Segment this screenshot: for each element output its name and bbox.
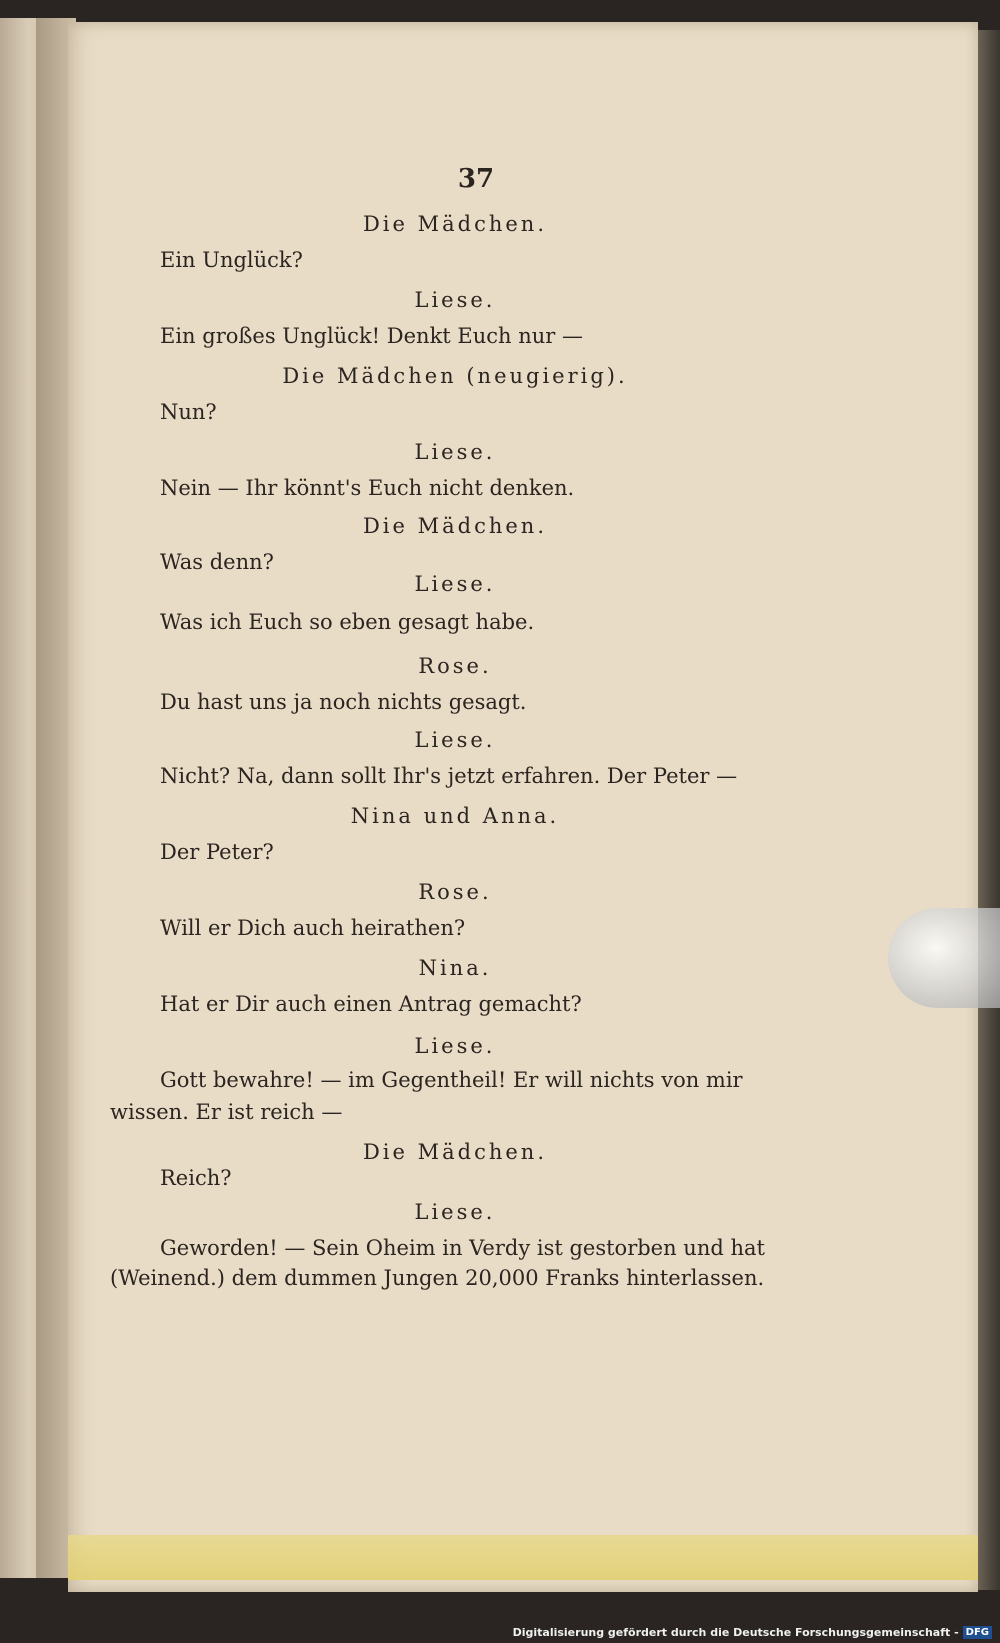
speaker-name: Liese.	[414, 288, 496, 312]
dialogue-line: (Weinend.) dem dummen Jungen 20,000 Franks hinterlassen.	[110, 1266, 765, 1290]
speaker-name: Liese.	[414, 728, 496, 752]
speaker-name: Die Mädchen (neugierig).	[282, 364, 628, 388]
footer-text: Digitalisierung gefördert durch die Deutsche Forschungsgemeinschaft -	[512, 1626, 959, 1639]
dialogue-line: Ein großes Unglück! Denkt Euch nur —	[160, 324, 583, 348]
speaker-name: Die Mädchen.	[362, 1140, 548, 1164]
footer	[513, 1626, 992, 1639]
page-bottom-discoloration	[68, 1535, 978, 1580]
dialogue-line: Nicht? Na, dann sollt Ihr's jetzt erfahren. Der Peter —	[160, 764, 738, 788]
dialogue-line: Reich?	[160, 1166, 232, 1190]
dialogue-line: Nein — Ihr könnt's Euch nicht denken.	[160, 476, 575, 500]
dialogue-line: Was ich Euch so eben gesagt habe.	[160, 610, 535, 634]
dfg-logo: DFG	[963, 1626, 992, 1639]
dialogue-line: wissen. Er ist reich —	[110, 1100, 343, 1124]
dialogue-line: Du hast uns ja noch nichts gesagt.	[160, 690, 527, 714]
dialogue-line: Will er Dich auch heirathen?	[160, 916, 466, 940]
dialogue-line: Hat er Dir auch einen Antrag gemacht?	[160, 992, 582, 1016]
right-cover-edge	[978, 30, 1000, 1590]
speaker-name: Liese.	[414, 440, 496, 464]
dialogue-line: Was denn?	[160, 550, 274, 574]
page-number: 37	[457, 164, 495, 194]
speaker-name: Liese.	[414, 1034, 496, 1058]
speaker-name: Liese.	[414, 1200, 496, 1224]
speaker-name: Rose.	[418, 654, 492, 678]
speaker-name: Nina und Anna.	[350, 804, 560, 828]
speaker-name: Liese.	[414, 572, 496, 596]
dialogue-line: Der Peter?	[160, 840, 274, 864]
dialogue-line: Ein Unglück?	[160, 248, 303, 272]
speaker-name: Rose.	[418, 880, 492, 904]
dialogue-line: Nun?	[160, 400, 217, 424]
speaker-name: Die Mädchen.	[362, 514, 548, 538]
speaker-name: Nina.	[418, 956, 492, 980]
speaker-name: Die Mädchen.	[362, 212, 548, 236]
dialogue-line: Gott bewahre! — im Gegentheil! Er will nichts von mir	[160, 1068, 743, 1092]
dialogue-line: Geworden! — Sein Oheim in Verdy ist gestorben und hat	[160, 1236, 765, 1260]
